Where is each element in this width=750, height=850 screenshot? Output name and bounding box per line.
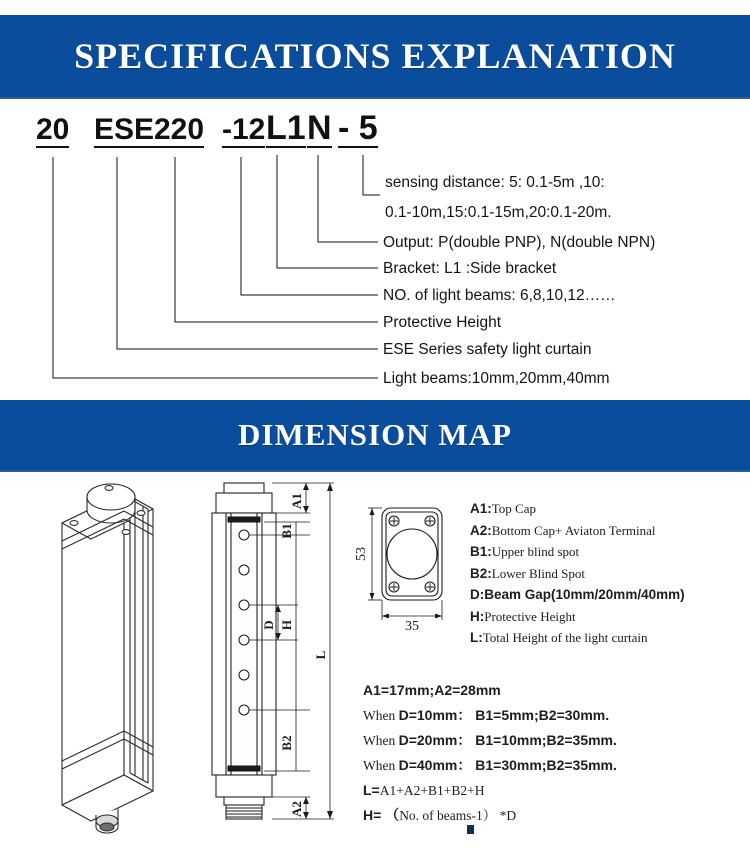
dimension-label-a1: A1 xyxy=(289,493,304,509)
callout-sensing-distance-cont: 0.1-10m,15:0.1-15m,20:0.1-20m. xyxy=(385,204,612,221)
formula-rest: A1+A2+B1+B2+H xyxy=(379,783,485,798)
callout-bracket: Bracket: L1 :Side bracket xyxy=(383,260,557,277)
dimension-map-banner-title: DIMENSION MAP xyxy=(238,417,512,452)
dimension-label-d: D xyxy=(261,620,276,630)
legend-item-a2 xyxy=(470,520,745,542)
dimension-legend xyxy=(470,498,745,649)
legend-item-h xyxy=(470,606,745,628)
formula-prefix: When xyxy=(363,733,399,748)
dimension-label-h: H xyxy=(279,619,294,631)
part-code-segment: ESE xyxy=(94,113,155,146)
legend-value: Protective Height xyxy=(484,608,576,624)
formula-text: D=20mm： B1=10mm;B2=35mm. xyxy=(398,732,617,748)
isometric-view xyxy=(38,475,208,835)
formula-rest: No. of beams-1） *D xyxy=(399,808,517,823)
dimension-label-l: L xyxy=(313,650,328,660)
dimension-map-banner xyxy=(0,400,750,472)
front-view xyxy=(198,475,348,840)
legend-key: A1: xyxy=(470,501,492,516)
dimension-label-b2: B2 xyxy=(279,735,294,751)
callout-protective-height: Protective Height xyxy=(383,314,502,331)
footer-mark-icon xyxy=(466,824,475,835)
specifications-explanation-body xyxy=(0,97,750,400)
legend-value: Beam Gap(10mm/20mm/40mm) xyxy=(484,587,685,602)
legend-item-l xyxy=(470,627,745,649)
formula-text: D=10mm： B1=5mm;B2=30mm. xyxy=(398,707,610,723)
formula-d40 xyxy=(363,753,743,778)
part-code-segment: N xyxy=(307,109,332,147)
legend-key: B2: xyxy=(470,565,492,581)
legend-key: A2: xyxy=(470,522,492,538)
legend-item-a1 xyxy=(470,498,745,520)
legend-value: Total Height of the light curtain xyxy=(482,630,648,645)
part-code-segment: 220 xyxy=(154,113,205,146)
formula-prefix: When xyxy=(363,758,399,773)
formula-text: A1=17mm;A2=28mm xyxy=(363,682,501,698)
formula-d10 xyxy=(363,703,743,728)
end-cap-width-label: 35 xyxy=(405,619,419,632)
dimension-label-a2: A2 xyxy=(289,801,304,817)
formula-total-length xyxy=(363,778,743,803)
part-code-segment: 20 xyxy=(36,113,70,146)
part-code-segment: - 5 xyxy=(338,109,378,147)
legend-value: Lower Blind Spot xyxy=(491,565,585,581)
formula-text: D=40mm： B1=30mm;B2=35mm. xyxy=(398,757,617,773)
formula-prefix: When xyxy=(363,708,399,723)
end-cap-height-label: 53 xyxy=(354,547,369,561)
legend-value: Bottom Cap+ Aviaton Terminal xyxy=(491,522,656,538)
legend-value: Top Cap xyxy=(491,501,536,516)
formula-text: H= （ xyxy=(363,807,400,823)
callout-light-beams: Light beams:10mm,20mm,40mm xyxy=(383,370,610,387)
end-cap-cross-section xyxy=(352,492,464,632)
formula-text: L= xyxy=(363,782,380,798)
legend-item-b2 xyxy=(470,563,745,585)
dimension-map-body xyxy=(0,470,750,850)
dimension-formulas xyxy=(363,678,743,828)
part-code-segment: -12 xyxy=(222,113,266,146)
legend-key: L: xyxy=(470,630,483,645)
callout-series: ESE Series safety light curtain xyxy=(383,341,592,358)
specifications-banner xyxy=(0,15,750,99)
legend-key: B1: xyxy=(470,544,492,559)
legend-key: H: xyxy=(470,608,485,624)
legend-item-b1 xyxy=(470,541,745,563)
formula-d20 xyxy=(363,728,743,753)
callout-output: Output: P(double PNP), N(double NPN) xyxy=(383,234,656,251)
specifications-banner-title: SPECIFICATIONS EXPLANATION xyxy=(74,36,676,76)
callout-beam-count: NO. of light beams: 6,8,10,12…… xyxy=(383,287,616,304)
legend-value: Upper blind spot xyxy=(491,544,580,559)
legend-item-d xyxy=(470,584,745,606)
dimension-label-b1: B1 xyxy=(279,523,294,539)
part-code-segment: L1 xyxy=(266,109,306,147)
formula-cap-sizes xyxy=(363,678,743,703)
formula-protective-height xyxy=(363,803,743,828)
legend-key: D: xyxy=(470,587,485,602)
callout-sensing-distance: sensing distance: 5: 0.1-5m ,10: xyxy=(385,174,605,191)
